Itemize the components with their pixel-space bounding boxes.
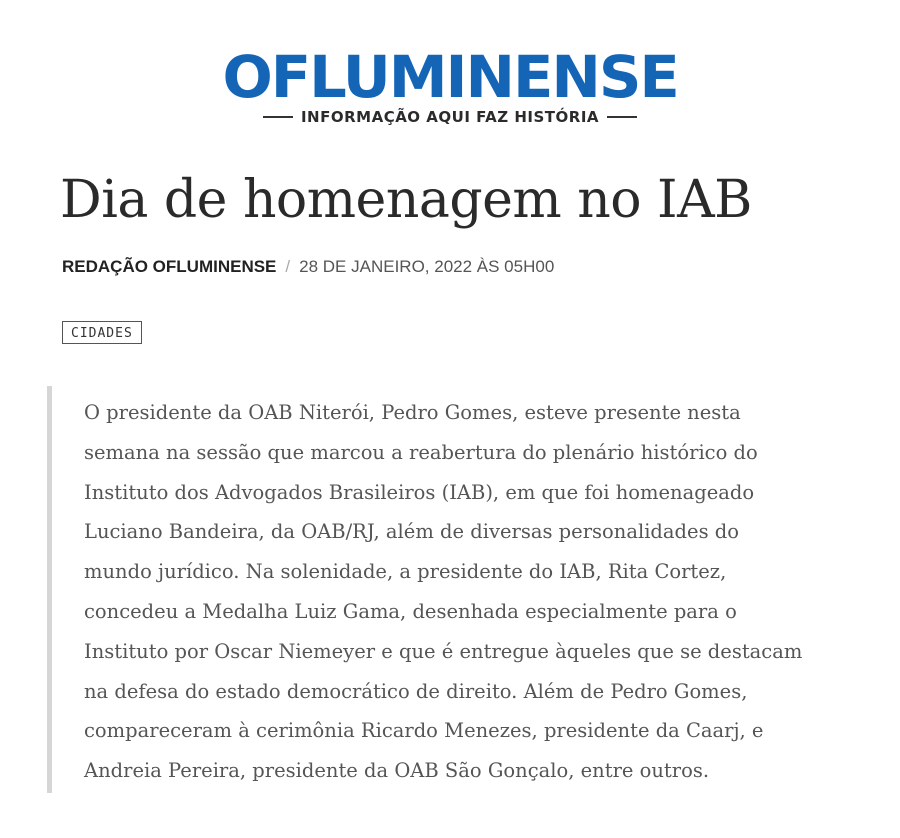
logo-tagline: INFORMAÇÃO AQUI FAZ HISTÓRIA bbox=[300, 108, 600, 126]
body-line: na defesa do estado democrático de direito. Além de Pedro Gomes, bbox=[84, 679, 748, 703]
tagline-rule-left bbox=[263, 116, 293, 118]
publish-date: 28 DE JANEIRO, 2022 ÀS 05H00 bbox=[299, 257, 555, 276]
category-tag[interactable]: CIDADES bbox=[62, 321, 142, 344]
article-body bbox=[84, 393, 874, 791]
article-byline bbox=[62, 256, 554, 278]
byline-separator: / bbox=[285, 257, 291, 276]
body-line: Luciano Bandeira, da OAB/RJ, além de diversas personalidades do bbox=[84, 520, 739, 544]
body-line: O presidente da OAB Niterói, Pedro Gomes, esteve presente nesta bbox=[84, 401, 741, 424]
article-title: Dia de homenagem no IAB bbox=[60, 170, 752, 230]
logo-tagline-row bbox=[0, 108, 900, 126]
body-line: Instituto por Oscar Niemeyer e que é entregue àqueles que se destacam bbox=[84, 639, 803, 663]
body-line: semana na sessão que marcou a reabertura do plenário histórico do bbox=[84, 440, 758, 464]
logo-wordmark: OFLUMINENSE bbox=[222, 43, 678, 111]
body-line: Andreia Pereira, presidente da OAB São Gonçalo, entre outros. bbox=[84, 759, 710, 783]
body-line: compareceram à cerimônia Ricardo Menezes, presidente da Caarj, e bbox=[84, 719, 764, 743]
site-logo[interactable] bbox=[0, 43, 900, 126]
author-link[interactable]: REDAÇÃO OFLUMINENSE bbox=[62, 257, 277, 276]
article-body-blockquote bbox=[47, 386, 862, 793]
body-line: Instituto dos Advogados Brasileiros (IAB), em que foi homenageado bbox=[84, 480, 755, 504]
tagline-rule-right bbox=[607, 116, 637, 118]
body-line: concedeu a Medalha Luiz Gama, desenhada especialmente para o bbox=[84, 599, 737, 623]
body-line: mundo jurídico. Na solenidade, a presidente do IAB, Rita Cortez, bbox=[84, 560, 727, 584]
